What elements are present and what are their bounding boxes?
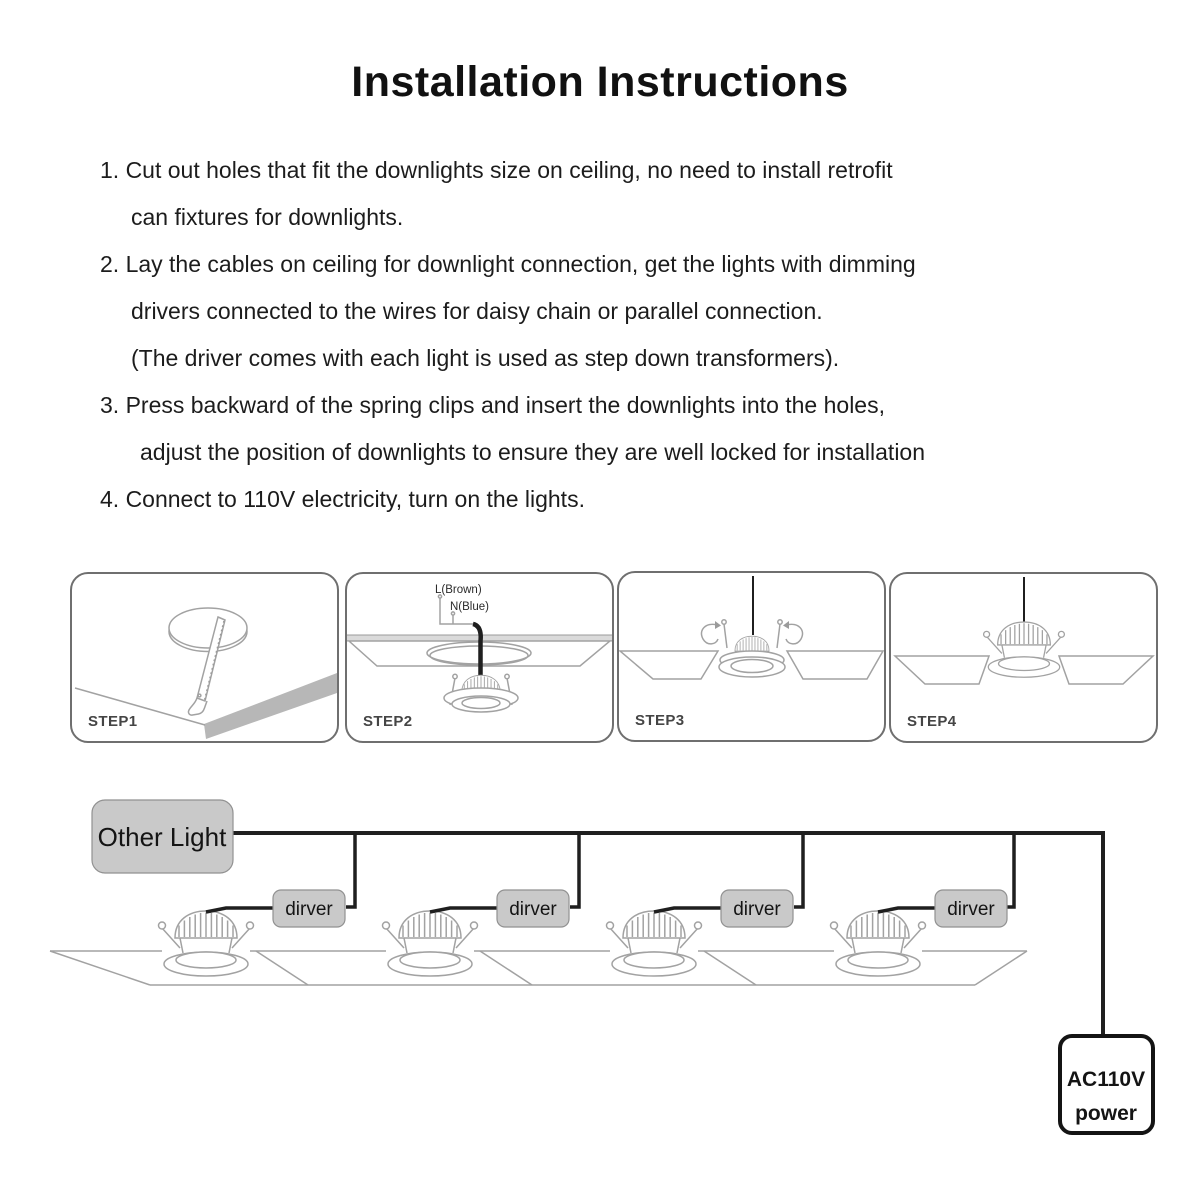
- driver-label-1: dirver: [285, 899, 333, 920]
- ac-power-box: [1060, 1036, 1153, 1133]
- driver-label-3: dirver: [733, 899, 781, 920]
- step1-label: STEP1: [88, 713, 138, 730]
- arrowhead-right: [783, 621, 789, 629]
- driver-wire-4: [878, 908, 935, 912]
- drop-wire-4: [1007, 833, 1014, 907]
- ceiling-panel-right: [1059, 656, 1153, 684]
- ceiling-edge-strip: [204, 673, 337, 739]
- downlight-hanging: [444, 674, 518, 712]
- drop-wire-3: [794, 833, 803, 907]
- ceiling-panel-right: [787, 651, 883, 679]
- instruction-line-2c: (The driver comes with each light is used as step down transformers).: [131, 345, 840, 371]
- driver-box-1: [273, 890, 345, 927]
- light-rays-4: [836, 974, 919, 1012]
- instruction-line-4a: 4. Connect to 110V electricity, turn on the lights.: [100, 486, 585, 512]
- ac-power-label-line1: AC110V: [1066, 1068, 1146, 1091]
- ceiling-panel-left: [895, 656, 989, 684]
- driver-wire-3: [654, 908, 721, 912]
- downlight-2: [383, 911, 478, 976]
- driver-label-2: dirver: [509, 899, 557, 920]
- step4-panel: [889, 572, 1158, 743]
- neutral-wire-terminal: [451, 612, 454, 615]
- light-rays-3: [612, 974, 695, 1012]
- downlight-1: [159, 911, 254, 976]
- step4-label: STEP4: [907, 713, 957, 730]
- arrowhead-left: [715, 621, 721, 629]
- driver-wire-2: [430, 908, 497, 912]
- wiring-diagram: [40, 790, 1180, 1160]
- instruction-line-1a: 1. Cut out holes that fit the downlights size on ceiling, no need to install retrofit: [100, 157, 893, 183]
- drop-wire-1: [346, 833, 355, 907]
- ceiling-panel-left: [620, 651, 718, 679]
- instruction-list: [100, 147, 925, 523]
- downlight-4: [831, 911, 926, 976]
- step1-panel: [70, 572, 339, 743]
- drop-wire-2: [570, 833, 579, 907]
- instruction-line-2b: drivers connected to the wires for daisy chain or parallel connection.: [131, 298, 823, 324]
- downlight-3: [607, 911, 702, 976]
- neutral-wire-label: N(Blue): [450, 601, 489, 613]
- wiring-svg: [40, 790, 1180, 1160]
- driver-box-2: [497, 890, 569, 927]
- driver-label-4: dirver: [947, 899, 995, 920]
- other-light-box: [92, 800, 233, 873]
- cutout-circle: [169, 608, 247, 648]
- step3-label: STEP3: [635, 712, 685, 729]
- step2-label: STEP2: [363, 713, 413, 730]
- other-light-label: Other Light: [97, 822, 227, 852]
- instruction-line-1b: can fixtures for downlights.: [131, 204, 404, 230]
- driver-wire-1: [206, 908, 273, 912]
- downlight-installed-graphic: [984, 622, 1065, 677]
- instruction-line-3b: adjust the position of downlights to ensure they are well locked for installation: [140, 439, 926, 465]
- step3-panel: [617, 571, 886, 742]
- driver-box-4: [935, 890, 1007, 927]
- ac-power-label-line2: power: [1075, 1102, 1137, 1125]
- driver-box-3: [721, 890, 793, 927]
- live-wire-terminal: [438, 595, 441, 598]
- light-rays: [992, 676, 1057, 706]
- light-rays-1: [164, 974, 247, 1012]
- live-wire-label: L(Brown): [435, 584, 482, 596]
- page-title: Installation Instructions: [351, 58, 849, 106]
- instruction-line-2a: 2. Lay the cables on ceiling for downlight connection, get the lights with dimming: [100, 251, 916, 277]
- instruction-line-3a: 3. Press backward of the spring clips and insert the downlights into the holes,: [100, 392, 885, 418]
- step2-panel: [345, 572, 614, 743]
- light-rays-2: [388, 974, 471, 1012]
